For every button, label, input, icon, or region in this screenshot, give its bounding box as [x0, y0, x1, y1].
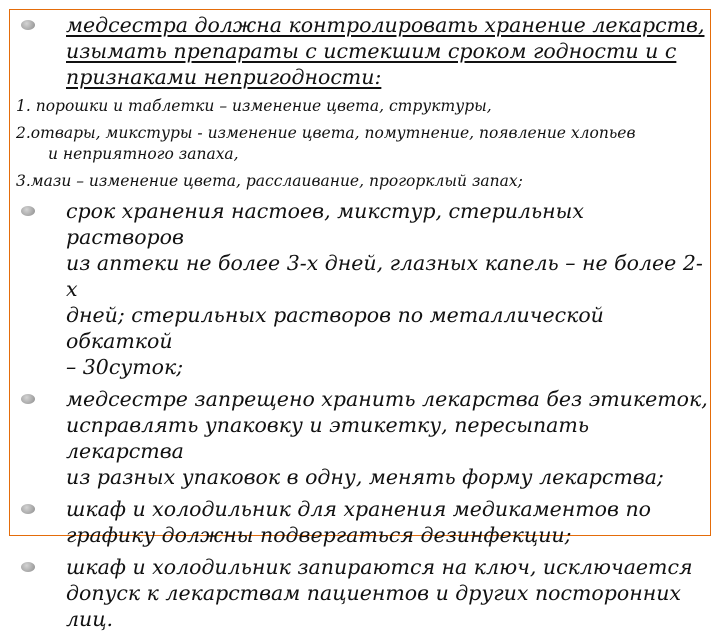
line: из аптеки не более 3-х дней, глазных капель – не более 2-х	[66, 251, 703, 301]
bullet-item-2	[16, 198, 708, 380]
line: дней; стерильных растворов по металлической обкаткой	[66, 303, 604, 353]
line: признаками непригодности:	[66, 65, 382, 89]
line: и неприятного запаха,	[48, 145, 239, 163]
bullet-item-5	[16, 554, 708, 632]
sub-item-3	[16, 171, 708, 192]
sub-item-2	[16, 123, 708, 165]
slide-content	[16, 12, 708, 638]
line: шкаф и холодильник запираются на ключ, исключается	[66, 555, 693, 579]
bullet-dot-icon	[21, 504, 35, 514]
bullet-dot-icon	[21, 562, 35, 572]
line: допуск к лекарствам пациентов и других посторонних	[66, 581, 681, 605]
line: исправлять упаковку и этикетку, пересыпать лекарства	[66, 413, 590, 463]
sub-item-1	[16, 96, 708, 117]
bullet-dot-icon	[21, 206, 35, 216]
line: 3.мази – изменение цвета, расслаивание, прогорклый запах;	[16, 172, 523, 190]
bullet-item-1	[16, 12, 708, 90]
line: лиц.	[66, 607, 114, 631]
bullet-dot-icon	[21, 20, 35, 30]
line: 2.отвары, микстуры - изменение цвета, помутнение, появление хлопьев	[16, 124, 636, 142]
bullet-text	[66, 13, 704, 89]
line: графику должны подвергаться дезинфекции;	[66, 523, 572, 547]
bullet-item-4	[16, 496, 708, 548]
bullet-dot-icon	[21, 394, 35, 404]
bullet-item-3	[16, 386, 708, 490]
line: шкаф и холодильник для хранения медикаментов по	[66, 497, 652, 521]
line: срок хранения настоев, микстур, стерильных растворов	[66, 199, 584, 249]
line: медсестра должна контролировать хранение лекарств,	[66, 13, 705, 37]
line: изымать препараты с истекшим сроком годности и с	[66, 39, 677, 63]
line: – 30суток;	[66, 355, 184, 379]
line: медсестре запрещено хранить лекарства без этикеток,	[66, 387, 708, 411]
line: 1. порошки и таблетки – изменение цвета, структуры,	[16, 97, 492, 115]
line: из разных упаковок в одну, менять форму лекарства;	[66, 465, 664, 489]
